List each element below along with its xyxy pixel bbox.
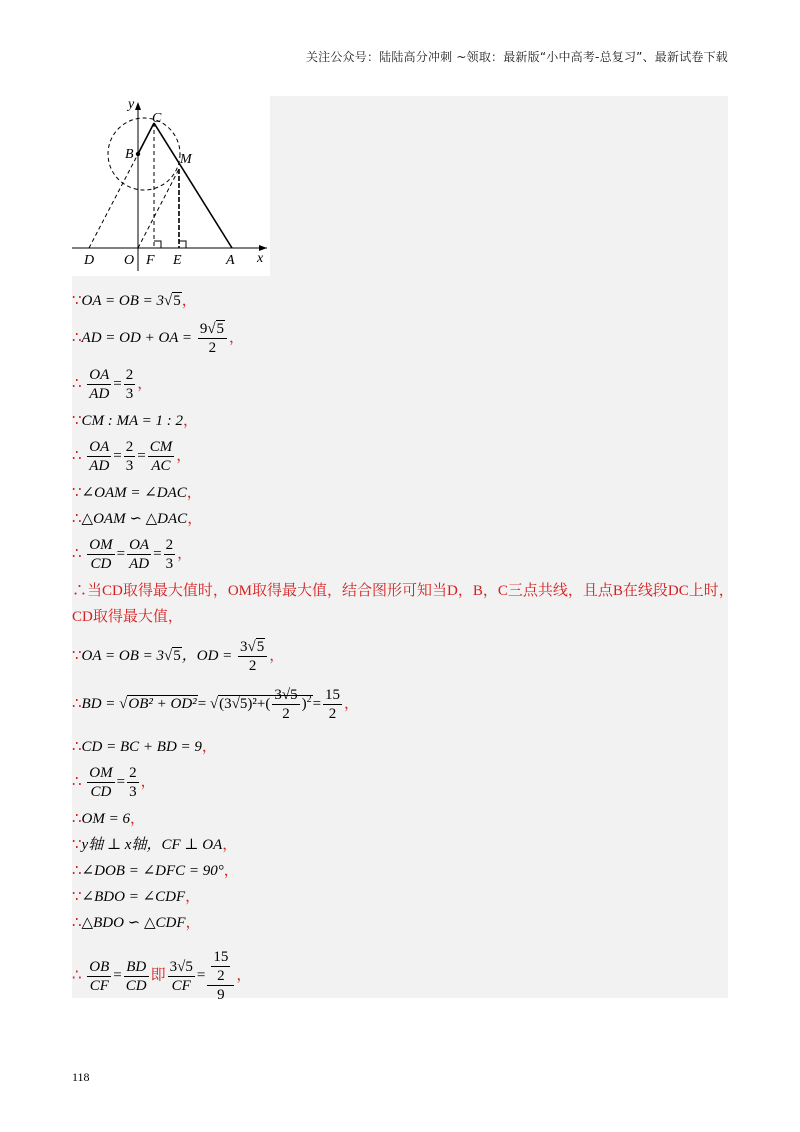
fraction: $\frac{OA}{AD}$ (89, 367, 110, 402)
segment-om (138, 169, 179, 248)
line-14: ∴ $\frac{OM}{CD}$ = $\frac{2}{3}$ ， (72, 765, 156, 800)
line-4: ∵CM : MA = 1 : 2， (72, 413, 199, 429)
label-x: x (257, 251, 264, 266)
segment-bc (138, 123, 154, 154)
line-text: OA = OB = 3 (81, 293, 165, 309)
line-15: ∴OM = 6， (72, 811, 146, 827)
line-9: ∴当CD取得最大值时，OM取得最大值，结合图形可知当D，B，C三点共线，且点B在线段DC上时， (72, 583, 734, 599)
line-17: ∴∠DOB = ∠DFC = 90°， (72, 863, 239, 879)
label-b: B (125, 147, 134, 162)
fraction: $\frac{9√5}{2}$ (198, 320, 227, 357)
geometry-figure (72, 96, 270, 276)
page-header: 关注公众号：陆陆高分冲刺 ~领取：最新版“小中高考-总复习”、最新试卷下载 (305, 50, 728, 64)
because-symbol: ∵ (72, 293, 82, 309)
label-e: E (173, 253, 182, 268)
therefore-symbol: ∴ (72, 329, 82, 346)
line-7: ∴△OAM ∽ △DAC， (72, 511, 203, 527)
line-2: ∴AD = OD + OA = $\frac{9√5}{2}$ ， (72, 321, 245, 356)
point-b (136, 152, 140, 156)
label-o: O (124, 253, 135, 268)
line-20: ∴ $\frac{OB}{CF}$ = $\frac{BD}{CD}$ 即 $\frac{3√5}{CF}$ = $\frac{\frac{15}{2}}{9}$ ， (72, 949, 252, 1003)
line-16: ∵y轴 ⊥ x轴，CF ⊥ OA， (72, 837, 238, 853)
line-18: ∵∠BDO = ∠CDF， (72, 889, 201, 905)
line-5: ∴ $\frac{OA}{AD}$ = $\frac{2}{3}$ = $\frac{CM}{AC}$ ， (72, 439, 192, 474)
line-19: ∴△BDO ∽ △CDF， (72, 915, 201, 931)
geometry-diagram (72, 96, 270, 276)
label-f: F (146, 253, 155, 268)
fraction: $\frac{2}{3}$ (125, 367, 134, 402)
segment-ca (154, 123, 232, 248)
line-11: ∵OA = OB = 3√5，OD = $\frac{3√5}{2}$ ， (72, 639, 285, 674)
y-axis-arrow (135, 102, 141, 110)
label-d: D (84, 253, 95, 268)
line-1: ∵OA = OB = 3√5， (72, 293, 197, 309)
right-angle-e (179, 241, 186, 248)
label-y: y (128, 97, 135, 112)
sqrt: √5 (164, 293, 181, 309)
right-angle-f (154, 241, 161, 248)
page-number: 118 (72, 1070, 90, 1084)
line-6: ∵∠OAM = ∠DAC， (72, 485, 202, 501)
dashed-circle (108, 118, 180, 190)
line-10: CD取得最大值， (72, 609, 183, 625)
line-3: ∴ $\frac{OA}{AD}$ = $\frac{2}{3}$ ， (72, 367, 153, 402)
line-12: ∴BD = √OB² + OD²= √(3√5)²+( $\frac{3√5}{2}$ )$^2$= $\frac{15}{2}$ ， (72, 687, 360, 722)
label-m: M (180, 152, 192, 167)
label-a: A (226, 253, 235, 268)
label-c: C (152, 111, 162, 126)
segment-db (89, 154, 138, 248)
line-13: ∴CD = BC + BD = 9， (72, 739, 217, 755)
line-8: ∴ $\frac{OM}{CD}$ = $\frac{OA}{AD}$ = $\frac{2}{3}$ ， (72, 537, 193, 572)
